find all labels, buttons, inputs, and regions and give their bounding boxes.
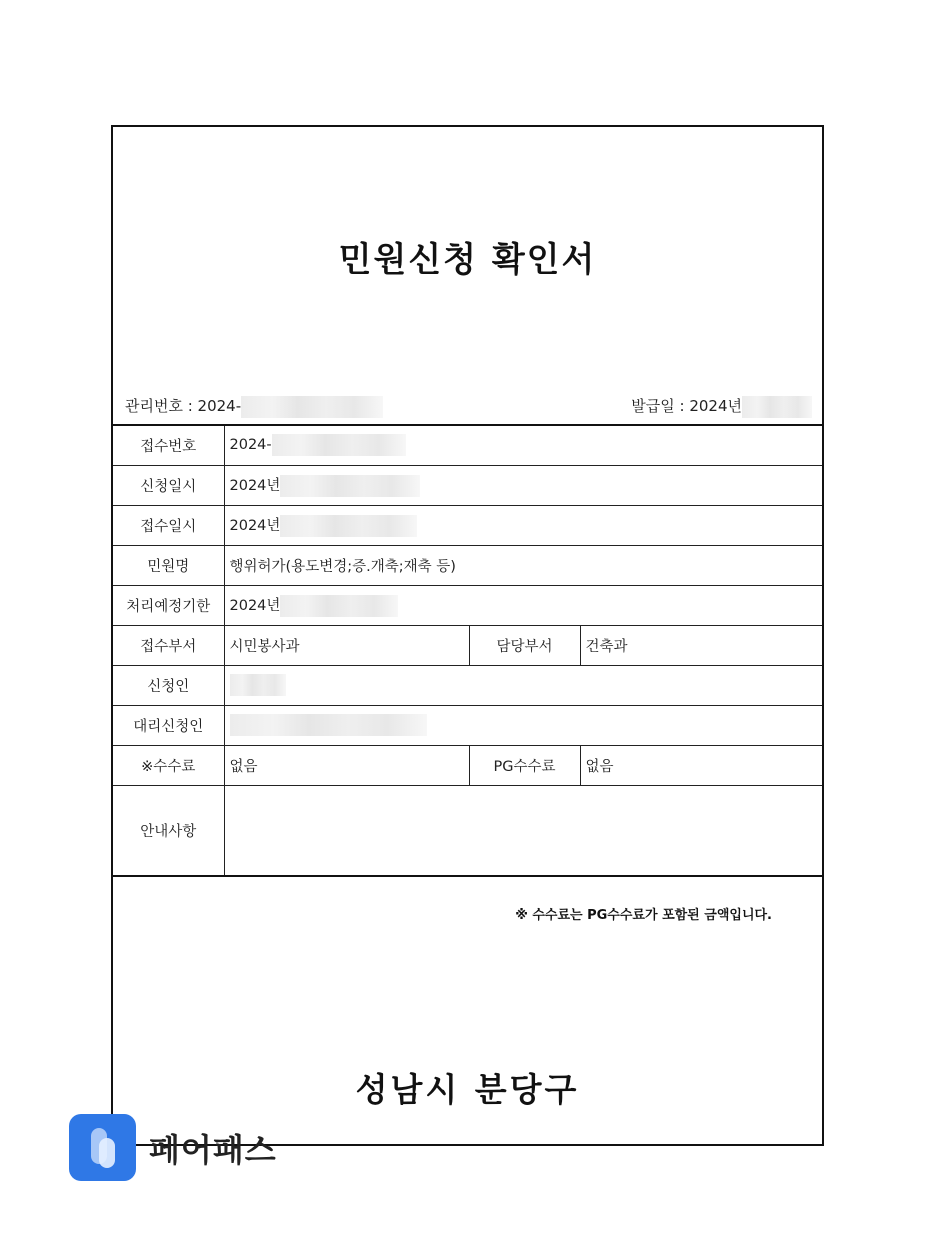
table-row <box>113 425 822 465</box>
redacted-block <box>230 674 286 696</box>
table-row <box>113 625 822 665</box>
notice-label: 안내사항 <box>113 785 224 876</box>
petition-info-table <box>113 424 822 877</box>
agent-label: 대리신청인 <box>113 705 224 745</box>
applicant-label: 신청인 <box>113 665 224 705</box>
receipt-date-label: 접수일시 <box>113 505 224 545</box>
fee-value: 없음 <box>224 745 469 785</box>
apply-date-label: 신청일시 <box>113 465 224 505</box>
responsible-dept-label: 담당부서 <box>469 625 580 665</box>
receipt-no-label: 접수번호 <box>113 425 224 465</box>
pg-fee-label: PG수수료 <box>469 745 580 785</box>
redacted-block <box>230 714 427 736</box>
table-row <box>113 785 822 876</box>
pairpass-logo-icon <box>69 1114 136 1181</box>
fee-label: ※수수료 <box>113 745 224 785</box>
redacted-block <box>280 515 417 537</box>
table-row <box>113 665 822 705</box>
document-title: 민원신청 확인서 <box>338 240 597 280</box>
table-row <box>113 465 822 505</box>
deadline-value: 2024년 <box>224 585 822 625</box>
redacted-block <box>241 396 383 418</box>
responsible-dept-value: 건축과 <box>580 625 822 665</box>
receiving-dept-value: 시민봉사과 <box>224 625 469 665</box>
table-row <box>113 545 822 585</box>
agent-value <box>224 705 822 745</box>
receipt-no-value: 2024- <box>224 425 822 465</box>
redacted-block <box>272 434 406 456</box>
pg-fee-value: 없음 <box>580 745 822 785</box>
management-number <box>125 395 383 418</box>
redacted-block <box>280 475 420 497</box>
table-row <box>113 705 822 745</box>
fee-note: ※ 수수료는 PG수수료가 포함된 금액입니다. <box>515 908 772 923</box>
issue-date-label: 발급일 : 2024년 <box>631 397 742 415</box>
receipt-date-value: 2024년 <box>224 505 822 545</box>
issuer-name: 성남시 분당구 <box>355 1070 580 1109</box>
petition-name-value: 행위허가(용도변경;증.개축;재축 등) <box>224 545 822 585</box>
receiving-dept-label: 접수부서 <box>113 625 224 665</box>
deadline-label: 처리예정기한 <box>113 585 224 625</box>
watermark-brand: 페어패스 <box>149 1130 277 1169</box>
table-row <box>113 505 822 545</box>
issue-date <box>631 395 812 418</box>
table-row <box>113 745 822 785</box>
redacted-block <box>742 396 812 418</box>
table-row <box>113 585 822 625</box>
petition-name-label: 민원명 <box>113 545 224 585</box>
apply-date-value: 2024년 <box>224 465 822 505</box>
notice-value <box>224 785 822 876</box>
applicant-value <box>224 665 822 705</box>
certificate-document <box>111 125 824 1146</box>
management-number-label: 관리번호 : 2024- <box>125 397 242 415</box>
watermark <box>69 1114 277 1181</box>
redacted-block <box>280 595 398 617</box>
